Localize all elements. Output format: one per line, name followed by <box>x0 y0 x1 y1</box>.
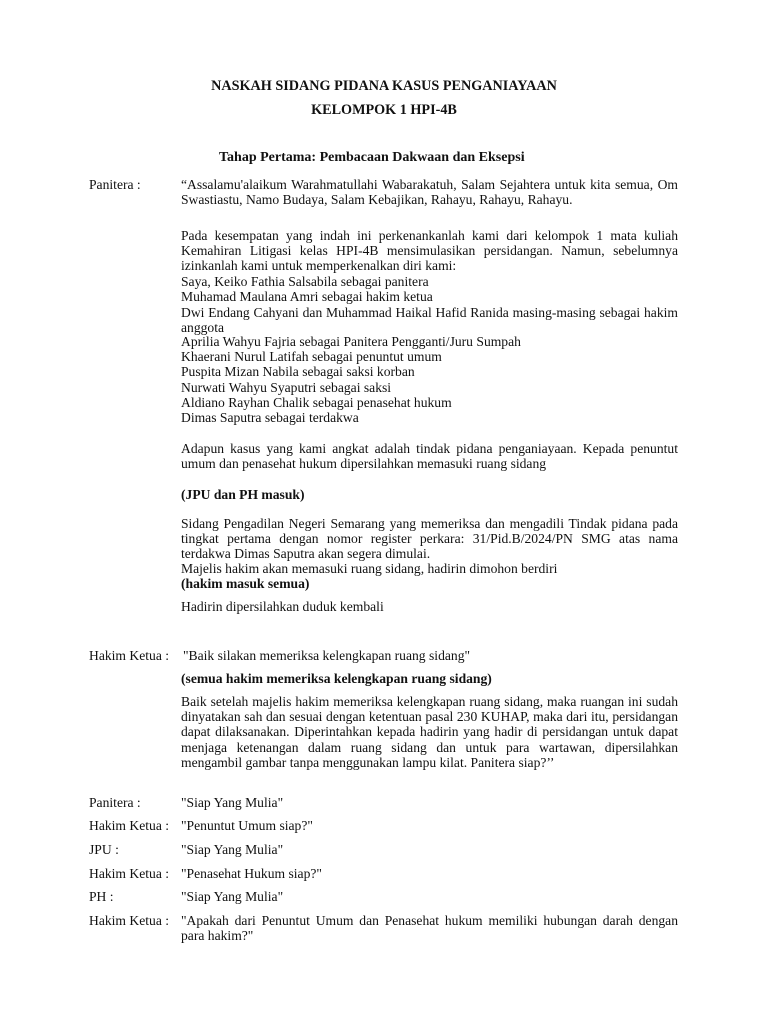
panitera-ready-line: "Siap Yang Mulia" <box>181 795 284 810</box>
member-line: Puspita Mizan Nabila sebagai saksi korban <box>181 364 415 379</box>
section-heading: Tahap Pertama: Pembacaan Dakwaan dan Eksepsi <box>219 150 525 165</box>
panitera-opening: “Assalamu'alaikum Warahmatullahi Wabarakatuh, Salam Sejahtera untuk kita semua, Om Swastiastu, Namo Budaya, Salam Kebajikan, Rahayu, Rahayu, Rahayu. <box>181 177 678 208</box>
speaker-label-hakim-ketua: Hakim Ketua : <box>89 913 170 928</box>
hakim-relation-question: "Apakah dari Penuntut Umum dan Penasehat hukum memiliki hubungan darah dengan para hakim?" <box>181 913 678 944</box>
speaker-label-panitera: Panitera : <box>89 177 141 192</box>
member-line: Dwi Endang Cahyani dan Muhammad Haikal Hafid Ranida masing-masing sebagai hakim anggota <box>181 305 678 336</box>
court-paragraph: Sidang Pengadilan Negeri Semarang yang memeriksa dan mengadili Tindak pidana pada tingkat pertama dengan nomor register perkara: 31/Pid.B/2024/PN SMG atas nama terdakwa Dimas Saputra akan segera dimulai. <box>181 516 678 562</box>
speaker-label-hakim-ketua: Hakim Ketua : <box>89 648 170 663</box>
jpu-ready-line: "Siap Yang Mulia" <box>181 842 284 857</box>
speaker-label-hakim-ketua: Hakim Ketua : <box>89 866 170 881</box>
speaker-label-jpu: JPU : <box>89 842 119 857</box>
document-title: NASKAH SIDANG PIDANA KASUS PENGANIAYAAN <box>211 78 557 94</box>
speaker-label-ph: PH : <box>89 889 114 904</box>
check-paragraph: Baik setelah majelis hakim memeriksa kelengkapan ruang sidang, maka ruangan ini sudah dinyatakan sah dan sesuai dengan ketentuan pasal 230 KUHAP, maka dari itu, persidangan dapat dilaksanakan. Diperintahkan kepada hadirin yang hadir di persidangan untuk dapat menjaga ketenangan dalam ruang sidang dan untuk para wartawan, dipersilahkan mengambil gambar tanpa menggunakan lampu kilat. Panitera siap?’’ <box>181 694 678 770</box>
speaker-label-panitera: Panitera : <box>89 795 141 810</box>
member-line: Muhamad Maulana Amri sebagai hakim ketua <box>181 289 433 304</box>
stage-direction-jpu-ph: (JPU dan PH masuk) <box>181 487 305 502</box>
member-line: Khaerani Nurul Latifah sebagai penuntut umum <box>181 349 442 364</box>
intro-paragraph: Pada kesempatan yang indah ini perkenankanlah kami dari kelompok 1 mata kuliah Kemahiran Litigasi kelas HPI-4B mensimulasikan persidangan. Namun, sebelumnya izinkanlah kami untuk memperkenalkan diri kami: <box>181 228 678 274</box>
member-line: Nurwati Wahyu Syaputri sebagai saksi <box>181 380 392 395</box>
member-line: Dimas Saputra sebagai terdakwa <box>181 410 359 425</box>
hakim-check-line: "Baik silakan memeriksa kelengkapan ruang sidang" <box>183 648 471 663</box>
speaker-label-hakim-ketua: Hakim Ketua : <box>89 818 170 833</box>
case-paragraph: Adapun kasus yang kami angkat adalah tindak pidana penganiayaan. Kepada penuntut umum dan penasehat hukum dipersilahkan memasuki ruang sidang <box>181 441 678 472</box>
hakim-ph-question: "Penasehat Hukum siap?" <box>181 866 322 881</box>
member-line: Aldiano Rayhan Chalik sebagai penasehat hukum <box>181 395 452 410</box>
sit-line: Hadirin dipersilahkan duduk kembali <box>181 599 384 614</box>
stage-direction-hakim: (hakim masuk semua) <box>181 576 310 591</box>
stage-direction-check: (semua hakim memeriksa kelengkapan ruang sidang) <box>181 671 492 686</box>
member-line: Saya, Keiko Fathia Salsabila sebagai panitera <box>181 274 429 289</box>
member-line: Aprilia Wahyu Fajria sebagai Panitera Pengganti/Juru Sumpah <box>181 334 521 349</box>
rise-line: Majelis hakim akan memasuki ruang sidang, hadirin dimohon berdiri <box>181 561 558 576</box>
document-subtitle: KELOMPOK 1 HPI-4B <box>311 102 457 118</box>
ph-ready-line: "Siap Yang Mulia" <box>181 889 284 904</box>
hakim-jpu-question: "Penuntut Umum siap?" <box>181 818 313 833</box>
